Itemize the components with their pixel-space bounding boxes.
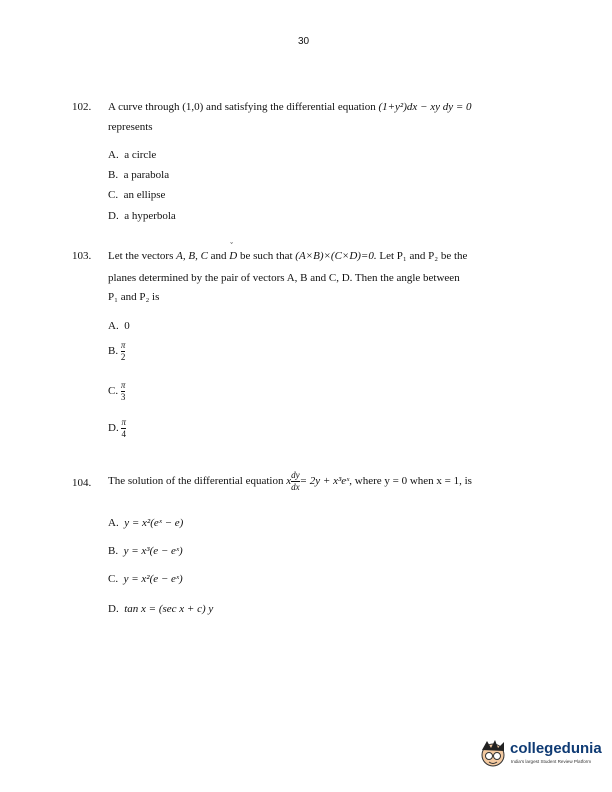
logo-title: collegedunia: [510, 740, 602, 757]
question-102-option-d: D. a hyperbola: [108, 210, 176, 222]
question-103-number: 103.: [72, 250, 92, 262]
question-102-option-a: A. a circle: [108, 149, 157, 161]
question-102-option-b: B. a parabola: [108, 169, 170, 181]
question-102-text: [108, 101, 472, 113]
question-104-number: 104.: [72, 477, 92, 489]
question-104-option-b: B. y = x³(e − eˣ): [108, 545, 183, 557]
logo-tagline: India's largest Student Review Platform: [511, 759, 592, 764]
question-103-vector-d: ˇ D: [229, 250, 237, 262]
question-104-equation: = 2y + x³eˣ: [299, 475, 350, 488]
question-104-option-a: A. y = x²(eˣ − e): [108, 517, 184, 529]
question-103-equation: (A×B)×(C×D)=0.: [295, 250, 377, 262]
question-103-option-d: D. $\frac{\pi}{4}$: [108, 417, 126, 439]
question-102-equation: (1+y²)dx − xy dy = 0: [378, 101, 472, 113]
question-103-line1: Let the vectors A, B, C and ˇ D be such that (A×B)×(C×D)=0. Let P₁ and P₂ be the: [108, 250, 467, 262]
question-103-option-c: C. $\frac{\pi}{3}$: [108, 380, 126, 402]
question-104-option-d: D. tan x = (sec x + c) y: [108, 603, 214, 615]
question-102-number: 102.: [72, 101, 92, 113]
question-104-option-c: C. y = x²(e − eˣ): [108, 573, 183, 585]
question-103-line2: planes determined by the pair of vectors A, B and C, D. Then the angle between: [108, 272, 460, 284]
question-103-vectors: A, B, C: [176, 250, 208, 262]
question-103-option-b: B. $\frac{\pi}{2}$: [108, 340, 126, 362]
mascot-icon: [478, 738, 508, 772]
question-103-line3: P₁ and P₂ is: [108, 291, 160, 303]
question-102-text-part1: A curve through (1,0) and satisfying the differential equation: [108, 101, 379, 113]
page-number: 30: [298, 36, 310, 47]
question-102-option-c: C. an ellipse: [108, 189, 166, 201]
question-103-option-a: A. 0: [108, 320, 130, 332]
question-102-text-tail: represents: [108, 121, 153, 133]
question-104-text: The solution of the differential equation x $\frac{dy}{dx}$ = 2y + x³eˣ, where y = 0 when x = 1, is: [108, 470, 472, 492]
